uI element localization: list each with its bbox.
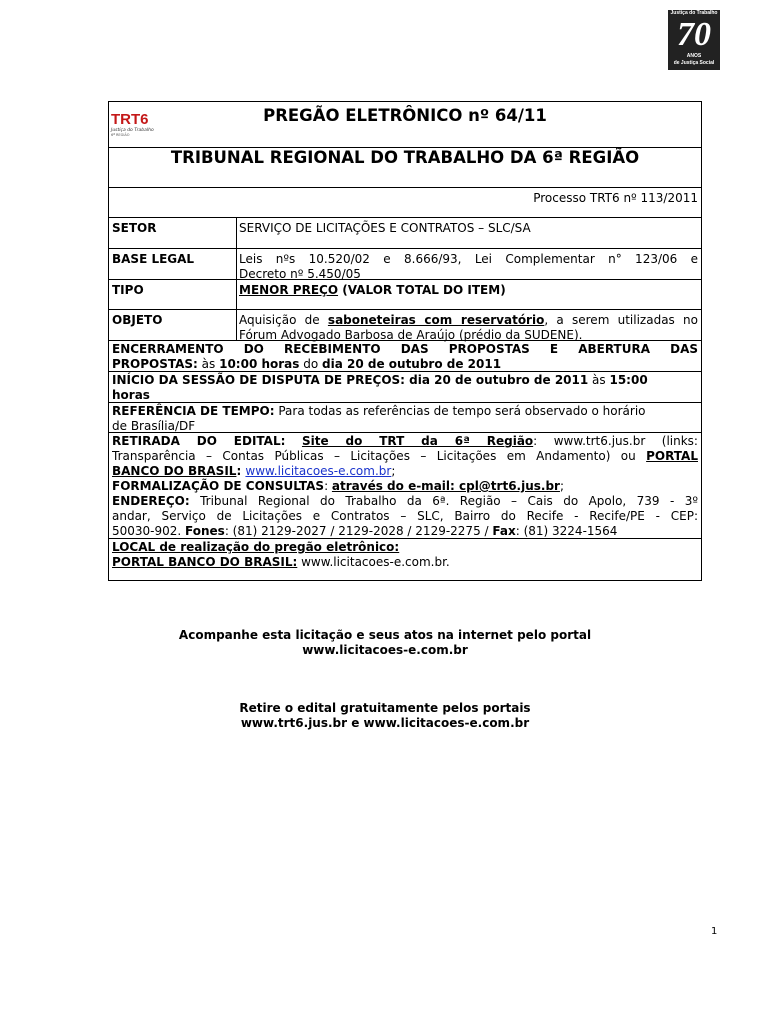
formalizacao-email[interactable]: através do e-mail: cpl@trt6.jus.br bbox=[331, 479, 560, 493]
referencia-text: Para todas as referências de tempo será observado o horário bbox=[274, 404, 646, 418]
endereco-line1 bbox=[112, 494, 698, 509]
title-row bbox=[109, 102, 701, 148]
objeto-label: OBJETO bbox=[112, 313, 163, 327]
logo-line2: 6ª REGIÃO bbox=[111, 133, 130, 137]
process-row bbox=[109, 188, 701, 218]
encerramento-time: 10:00 horas bbox=[219, 357, 300, 371]
court-row bbox=[109, 148, 701, 188]
retirada-block bbox=[109, 433, 701, 539]
local-line1 bbox=[112, 540, 698, 555]
setor-row bbox=[109, 218, 701, 249]
fax-label: Fax bbox=[492, 524, 516, 538]
local-line2 bbox=[112, 555, 698, 570]
endereco-line2: andar, Serviço de Licitações e Contratos – SLC, Bairro do Recife - Recife/PE - CEP: bbox=[112, 509, 698, 523]
local-row bbox=[109, 539, 701, 580]
tipo-label: TIPO bbox=[112, 283, 144, 297]
retirada-line3 bbox=[112, 464, 698, 479]
base-legal-line2: Decreto nº 5.450/05 bbox=[239, 267, 361, 281]
local-site: www.licitacoes-e.com.br. bbox=[297, 555, 450, 569]
notice-table bbox=[108, 101, 702, 581]
notice1-line2: www.licitacoes-e.com.br bbox=[302, 643, 468, 657]
seal-bottom-text: de Justiça Social bbox=[673, 60, 715, 66]
retirada-line1 bbox=[112, 434, 698, 449]
licitacoes-link[interactable]: www.licitacoes-e.com.br bbox=[245, 464, 392, 478]
retirada-banco: BANCO DO BRASIL bbox=[112, 464, 237, 478]
referencia-line1 bbox=[112, 404, 698, 419]
inicio-line2: horas bbox=[112, 388, 150, 402]
objeto-item: saboneteiras com reservatório bbox=[327, 313, 545, 327]
retirada-label: RETIRADA DO EDITAL: bbox=[112, 434, 286, 448]
fones-label: Fones bbox=[185, 524, 225, 538]
fones-numbers: : (81) 2129-2027 / 2129-2028 / 2129-2275 / bbox=[224, 524, 493, 538]
court-name: TRIBUNAL REGIONAL DO TRABALHO DA 6ª REGIÃO bbox=[170, 148, 640, 167]
notice1-line1: Acompanhe esta licitação e seus atos na internet pelo portal bbox=[178, 628, 592, 642]
endereco-label: ENDEREÇO: bbox=[112, 494, 190, 508]
retirada-semicolon: ; bbox=[391, 464, 396, 478]
encerramento-date: dia 20 de outubro de 2011 bbox=[322, 357, 502, 371]
objeto-post: , a serem utilizadas no bbox=[544, 313, 698, 327]
encerramento-row bbox=[109, 341, 701, 372]
process-number: Processo TRT6 nº 113/2011 bbox=[533, 191, 698, 205]
base-legal-row bbox=[109, 249, 701, 280]
encerramento-do: do bbox=[299, 357, 323, 371]
setor-value: SERVIÇO DE LICITAÇÕES E CONTRATOS – SLC/SA bbox=[239, 221, 531, 235]
tipo-row bbox=[109, 280, 701, 310]
tipo-value bbox=[239, 283, 506, 298]
seal-sub-text: ANOS bbox=[686, 53, 702, 59]
notice2-line1: Retire o edital gratuitamente pelos portais bbox=[239, 701, 531, 715]
encerramento-line2 bbox=[112, 357, 698, 372]
retirada-line2 bbox=[112, 449, 698, 464]
logo-name: TRT6 bbox=[111, 111, 149, 128]
endereco-text1: Tribunal Regional do Trabalho da 6ª. Região – Cais do Apolo, 739 - 3º bbox=[189, 494, 698, 508]
encerramento-as: às bbox=[197, 357, 220, 371]
page-title: PREGÃO ELETRÔNICO nº 64/11 bbox=[263, 106, 547, 125]
local-label: LOCAL de realização do pregão eletrônico: bbox=[112, 540, 400, 554]
tipo-value-rest: (VALOR TOTAL DO ITEM) bbox=[338, 283, 506, 297]
endereco-cep: 50030-902. bbox=[112, 524, 186, 538]
fax-number: : (81) 3224-1564 bbox=[515, 524, 618, 538]
propostas-label: PROPOSTAS: bbox=[112, 357, 198, 371]
formalizacao-end: ; bbox=[559, 479, 565, 493]
formalizacao-line bbox=[112, 479, 698, 494]
retirada-portal: PORTAL bbox=[646, 449, 698, 463]
inicio-as: às bbox=[588, 373, 610, 387]
referencia-row bbox=[109, 403, 701, 433]
inicio-time: 15:00 bbox=[609, 373, 648, 387]
seal-top-text: Justiça do Trabalho bbox=[670, 10, 718, 16]
logo-line1: Justiça do Trabalho bbox=[111, 128, 154, 133]
objeto-line2: Fórum Advogado Barbosa de Araújo (prédio da SUDENE). bbox=[239, 328, 583, 342]
anniversary-seal bbox=[668, 10, 720, 70]
retirada-site: Site do TRT da 6ª Região bbox=[301, 434, 534, 448]
referencia-label: REFERÊNCIA DE TEMPO: bbox=[112, 404, 275, 418]
inicio-line1 bbox=[112, 373, 698, 388]
formalizacao-label: FORMALIZAÇÃO DE CONSULTAS bbox=[112, 479, 325, 493]
local-portal: PORTAL BANCO DO BRASIL: bbox=[112, 555, 298, 569]
notice2-line2: www.trt6.jus.br e www.licitacoes-e.com.br bbox=[240, 716, 530, 730]
page-number: 1 bbox=[711, 926, 718, 937]
objeto-pre: Aquisição de bbox=[239, 313, 328, 327]
setor-label: SETOR bbox=[112, 221, 157, 235]
tipo-value-underlined: MENOR PREÇO bbox=[239, 283, 339, 297]
retirada-links-text: Transparência – Contas Públicas – Licitações – Licitações em Andamento) ou bbox=[112, 449, 647, 463]
inicio-label: INÍCIO DA SESSÃO DE DISPUTA DE PREÇOS: dia 20 de outubro de 2011 bbox=[112, 373, 589, 387]
retirada-colon: : bbox=[236, 464, 246, 478]
seal-number: 70 bbox=[677, 16, 711, 53]
endereco-line3 bbox=[112, 524, 698, 539]
inicio-row bbox=[109, 372, 701, 403]
formalizacao-colon: : bbox=[324, 479, 332, 493]
encerramento-line1: ENCERRAMENTO DO RECEBIMENTO DAS PROPOSTAS E ABERTURA DAS bbox=[112, 342, 698, 356]
base-legal-line1: Leis nºs 10.520/02 e 8.666/93, Lei Complementar n° 123/06 e bbox=[239, 252, 698, 266]
objeto-row bbox=[109, 310, 701, 341]
retirada-url: : www.trt6.jus.br (links: bbox=[533, 434, 698, 448]
base-legal-label: BASE LEGAL bbox=[112, 252, 195, 266]
objeto-line1 bbox=[239, 313, 698, 328]
referencia-line2: de Brasília/DF bbox=[112, 419, 196, 433]
